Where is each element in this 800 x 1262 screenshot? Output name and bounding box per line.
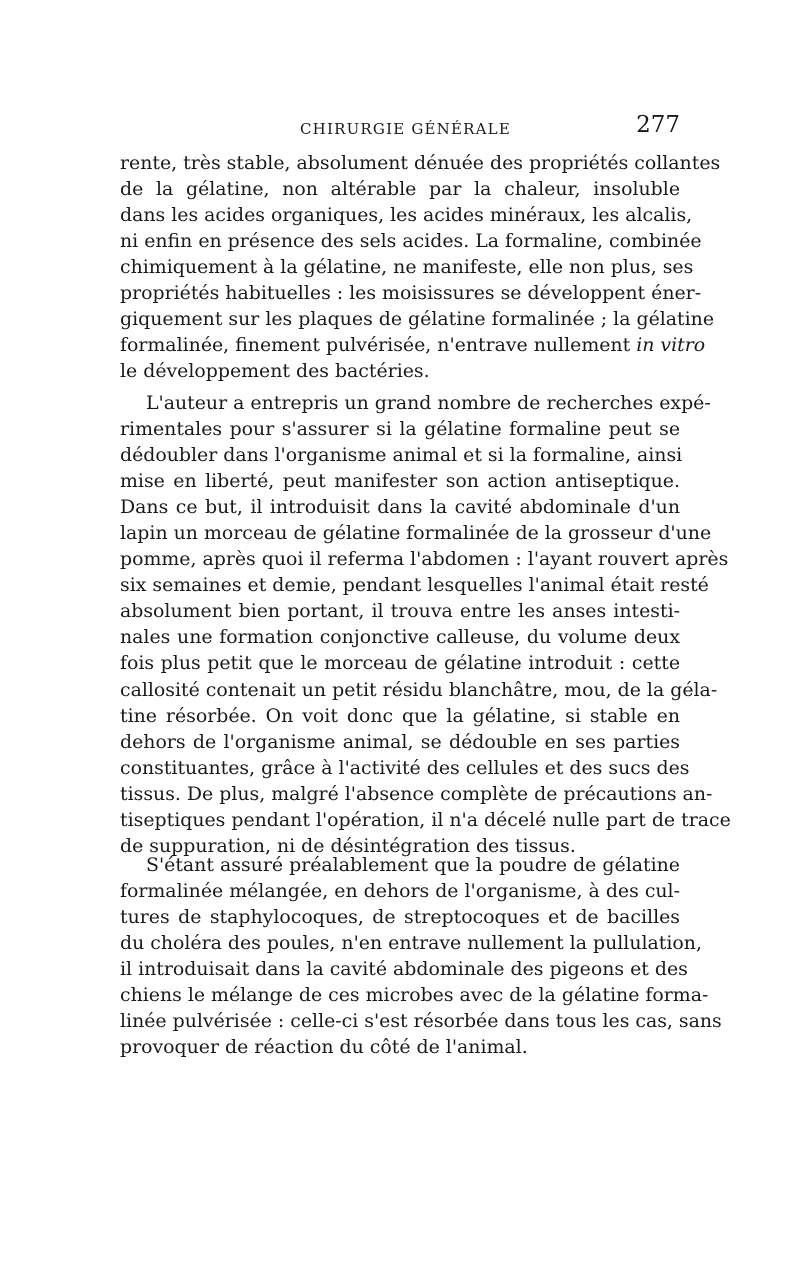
text-line: linée pulvérisée : celle-ci s'est résorbée dans tous les cas, sans (120, 1010, 722, 1033)
running-title: CHIRURGIE GÉNÉRALE (300, 120, 511, 138)
text-line: L'auteur a entrepris un grand nombre de recherches expé- (146, 392, 711, 414)
text-line: dédoubler dans l'organisme animal et si la formaline, ainsi (120, 444, 683, 467)
text-line: Dans ce but, il introduisit dans la cavité abdominale d'un (120, 496, 680, 519)
text-line: propriétés habituelles : les moisissures se développent éner- (120, 282, 702, 305)
text-line: du choléra des poules, n'en entrave nullement la pullulation, (120, 932, 702, 955)
text-line: chiens le mélange de ces microbes avec de la gélatine forma- (120, 984, 709, 1007)
text-line: mise en liberté, peut manifester son action antiseptique. (120, 470, 680, 493)
text-line: S'étant assuré préalablement que la poudre de gélatine (146, 854, 680, 876)
text-line: nales une formation conjonctive calleuse, du volume deux (120, 626, 680, 649)
page-header (120, 112, 680, 146)
text-line: six semaines et demie, pendant lesquelles l'animal était resté (120, 574, 709, 597)
text-line: pomme, après quoi il referma l'abdomen : l'ayant rouvert après (120, 548, 729, 571)
text-line: formalinée mélangée, en dehors de l'organisme, à des cul- (120, 880, 680, 903)
text-line: constituantes, grâce à l'activité des cellules et des sucs des (120, 756, 690, 779)
text-line: provoquer de réaction du côté de l'animal. (120, 1036, 528, 1059)
text-line: tissus. De plus, malgré l'absence complète de précautions an- (120, 782, 713, 805)
paragraph-3 (120, 852, 722, 1060)
text-line: giquement sur les plaques de gélatine formalinée ; la gélatine (120, 308, 715, 331)
text-line: le développement des bactéries. (120, 360, 430, 383)
text-line: tiseptiques pendant l'opération, il n'a décelé nulle part de trace (120, 808, 731, 831)
text-line: absolument bien portant, il trouva entre les anses intesti- (120, 600, 680, 623)
text-line: rente, très stable, absolument dénuée des propriétés collantes (120, 152, 721, 174)
text-line: fois plus petit que le morceau de gélatine introduit : cette (120, 652, 680, 675)
text-line: tures de staphylocoques, de streptocoques et de bacilles (120, 906, 680, 929)
text-line: tine résorbée. On voit donc que la gélatine, si stable en (120, 704, 680, 727)
text-line: de la gélatine, non altérable par la chaleur, insoluble (120, 178, 680, 201)
text-line: de suppuration, ni de désintégration des tissus. (120, 834, 576, 857)
text-segment: formalinée, finement pulvérisée, n'entrave nullement (120, 334, 631, 357)
text-line: chimiquement à la gélatine, ne manifeste, elle non plus, ses (120, 256, 694, 279)
italic-phrase: in vitro (636, 334, 706, 357)
text-line: il introduisait dans la cavité abdominale des pigeons et des (120, 958, 688, 981)
text-line: dehors de l'organisme animal, se dédouble en ses parties (120, 730, 680, 753)
text-line-with-italic (120, 332, 706, 358)
page-number: 277 (636, 112, 680, 138)
text-line: callosité contenait un petit résidu blanchâtre, mou, de la géla- (120, 678, 718, 701)
paragraph-1 (120, 150, 721, 384)
text-line: lapin un morceau de gélatine formalinée de la grosseur d'une (120, 522, 712, 545)
text-line: ni enfin en présence des sels acides. La formaline, combinée (120, 230, 702, 253)
text-line: dans les acides organiques, les acides minéraux, les alcalis, (120, 204, 693, 227)
text-line: rimentales pour s'assurer si la gélatine formaline peut se (120, 418, 680, 441)
paragraph-2 (120, 390, 731, 859)
